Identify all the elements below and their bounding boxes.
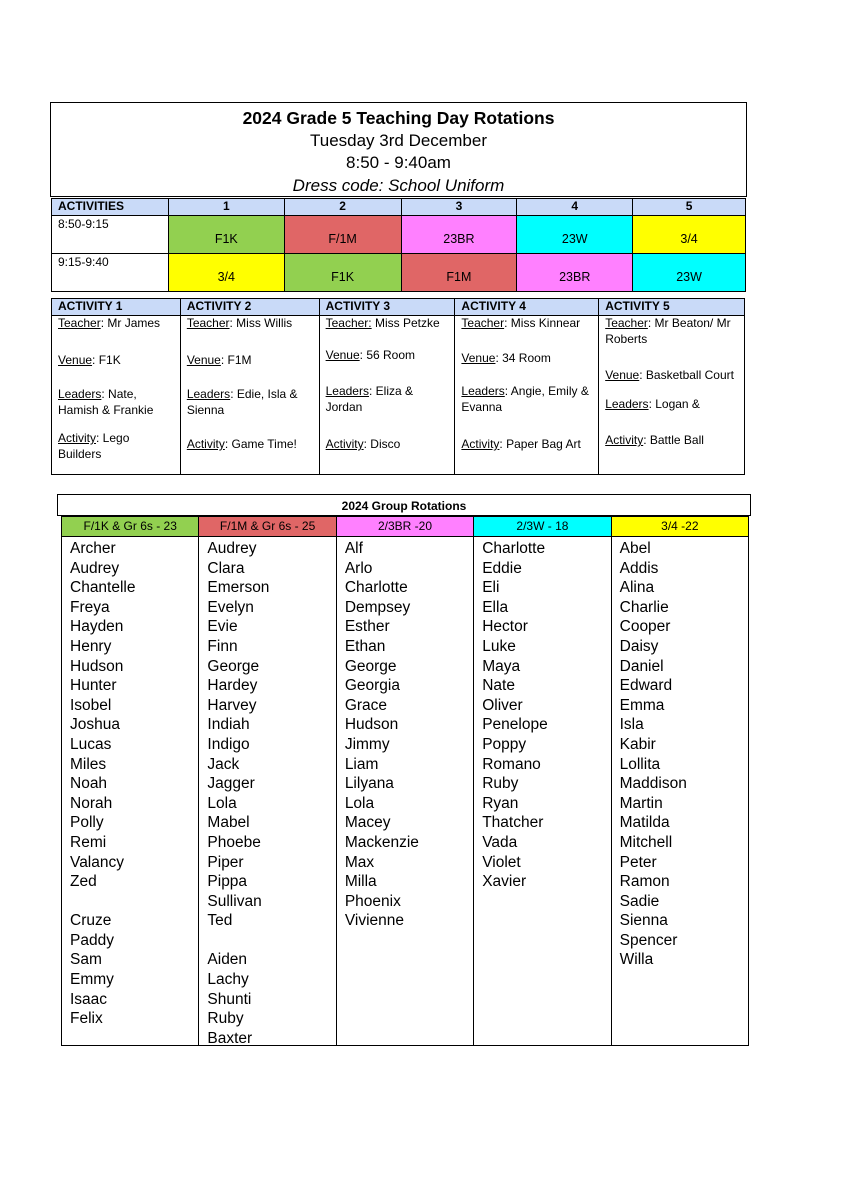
student-name: Mackenzie	[344, 833, 419, 851]
student-name: Charlie	[619, 598, 669, 616]
student-name: Aiden	[207, 951, 248, 969]
student-name: Ruby	[207, 1010, 244, 1028]
teacher-label: Teacher	[605, 316, 648, 330]
rotation-col-header: 5	[633, 199, 746, 216]
student-name: Baxter	[207, 1029, 253, 1047]
student-name: Lola	[344, 794, 375, 812]
activity-details	[319, 316, 455, 475]
venue-label: Venue	[325, 348, 360, 362]
group-header: 2/3BR -20	[337, 517, 473, 537]
student-name: Vivienne	[344, 912, 404, 930]
group-names-list	[62, 537, 198, 1029]
teacher-line	[58, 316, 174, 353]
student-name: Emmy	[70, 971, 114, 989]
teacher-line	[461, 316, 592, 351]
group-names-list	[612, 537, 748, 970]
activity-line	[187, 437, 313, 453]
student-name: Kabir	[619, 735, 656, 753]
activity-value: : Battle Ball	[643, 433, 704, 447]
student-name: Max	[344, 853, 375, 871]
rotation-cell: 3/4	[168, 254, 284, 292]
teacher-line	[605, 316, 738, 368]
student-name: Archer	[70, 540, 116, 557]
student-name: Macey	[344, 814, 391, 832]
student-name: Freya	[70, 598, 110, 616]
student-name: Chantelle	[70, 579, 136, 597]
rotation-cell: 23BR	[517, 254, 633, 292]
rotation-cell: 23BR	[401, 216, 517, 254]
venue-line	[58, 353, 174, 387]
activity-details	[599, 316, 745, 475]
teacher-line	[326, 316, 449, 348]
student-name: Ted	[207, 912, 233, 930]
student-name: Martin	[619, 794, 663, 812]
activity-header: ACTIVITY 2	[180, 299, 319, 316]
leaders-line	[326, 384, 449, 437]
group-column	[62, 517, 199, 1045]
student-name: Hector	[482, 618, 528, 636]
student-name: Zed	[70, 873, 97, 891]
teacher-value: : Miss Kinnear	[504, 316, 581, 330]
student-name: Indigo	[207, 735, 250, 753]
student-name: Hardey	[207, 677, 258, 695]
student-name: Remi	[70, 833, 107, 851]
student-name: Maya	[482, 657, 521, 675]
group-header: 3/4 -22	[612, 517, 748, 537]
activity-value: : Disco	[363, 437, 401, 451]
rotation-cell: F1K	[284, 254, 401, 292]
activity-header-row	[52, 299, 745, 316]
student-name: Georgia	[344, 677, 400, 695]
activity-line	[461, 437, 592, 453]
student-name: Phoenix	[344, 892, 401, 910]
rotation-cell: 23W	[633, 254, 746, 292]
leaders-value: : Angie, Emily & Evanna	[461, 384, 589, 414]
rotation-row	[52, 254, 746, 292]
teacher-value: : Miss Willis	[229, 316, 293, 330]
student-name: Sam	[70, 951, 102, 969]
activity-header: ACTIVITY 1	[52, 299, 181, 316]
group-column	[612, 517, 748, 1045]
student-name: Penelope	[482, 716, 548, 734]
leaders-label: Leaders	[461, 384, 505, 398]
student-name	[70, 892, 198, 912]
leaders-label: Leaders	[325, 384, 369, 398]
student-name: Thatcher	[482, 814, 544, 832]
leaders-line	[605, 397, 738, 433]
student-name: Vada	[482, 833, 518, 851]
leaders-value: : Eliza & Jordan	[325, 384, 413, 414]
leaders-line	[58, 387, 174, 431]
student-name: Evie	[207, 618, 238, 636]
venue-line	[605, 368, 738, 397]
student-name: Matilda	[619, 814, 670, 832]
activity-value: : Paper Bag Art	[499, 437, 581, 451]
student-name: Shunti	[207, 990, 252, 1008]
activity-header: ACTIVITY 5	[599, 299, 745, 316]
student-name: Cooper	[619, 618, 671, 636]
student-name: Ruby	[482, 775, 519, 793]
student-name: Harvey	[207, 696, 257, 714]
student-name: Lucas	[70, 735, 112, 753]
student-name: Evelyn	[207, 598, 254, 616]
student-name: Phoebe	[207, 833, 261, 851]
student-name: Esther	[344, 618, 390, 636]
student-name: Abel	[619, 540, 651, 557]
teacher-value: Miss Petzke	[371, 316, 440, 330]
rotation-cell: 3/4	[633, 216, 746, 254]
student-name: George	[344, 657, 397, 675]
rotation-table	[51, 198, 746, 292]
student-name: Joshua	[70, 716, 120, 734]
group-column	[474, 517, 611, 1045]
venue-value: : F1K	[92, 353, 121, 367]
teacher-value: : Mr Beaton/ Mr Roberts	[605, 316, 731, 346]
teacher-line	[187, 316, 313, 353]
student-name: Charlotte	[482, 540, 546, 557]
group-header: 2/3W - 18	[474, 517, 610, 537]
leaders-line	[187, 387, 313, 437]
student-name: Sullivan	[207, 892, 262, 910]
student-name: Sadie	[619, 892, 660, 910]
student-name: Piper	[207, 853, 244, 871]
group-names-list	[199, 537, 335, 1048]
leaders-label: Leaders	[58, 387, 102, 401]
student-name: Milla	[344, 873, 377, 891]
rotation-col-header: 3	[401, 199, 517, 216]
group-names-list	[474, 537, 610, 892]
activity-line	[605, 433, 738, 449]
student-name: Willa	[619, 951, 654, 969]
rotation-cell: F1K	[168, 216, 284, 254]
student-name: Miles	[70, 755, 107, 773]
student-name: Pippa	[207, 873, 248, 891]
activity-details	[52, 316, 181, 475]
rotation-col-header: ACTIVITIES	[52, 199, 169, 216]
student-name: Lola	[207, 794, 237, 812]
student-name: Audrey	[70, 559, 120, 577]
student-name: Jimmy	[344, 735, 390, 753]
student-name: Hayden	[70, 618, 124, 636]
student-name: Noah	[70, 775, 108, 793]
venue-label: Venue	[58, 353, 93, 367]
venue-value: : F1M	[220, 353, 252, 367]
student-name: Norah	[70, 794, 113, 812]
student-name: Maddison	[619, 775, 687, 793]
teacher-label: Teacher	[58, 316, 101, 330]
student-name: Hudson	[344, 716, 399, 734]
activity-header: ACTIVITY 4	[455, 299, 599, 316]
group-names-list	[337, 537, 473, 931]
teacher-label: Teacher	[186, 316, 230, 330]
student-name	[207, 931, 335, 951]
leaders-label: Leaders	[186, 387, 231, 401]
student-name: Xavier	[482, 873, 527, 891]
activity-details	[180, 316, 319, 475]
student-name: Ethan	[344, 637, 386, 655]
teacher-value: : Mr James	[100, 316, 161, 330]
student-name: Addis	[619, 559, 659, 577]
rotation-time: 9:15-9:40	[52, 254, 169, 292]
student-name: Cruze	[70, 912, 112, 930]
student-name: Mitchell	[619, 833, 673, 851]
activity-line	[326, 437, 449, 453]
group-rotations-table	[61, 516, 749, 1046]
rotation-cell: F/1M	[284, 216, 401, 254]
student-name: Nate	[482, 677, 515, 695]
student-name: Audrey	[207, 540, 257, 557]
teacher-label: Teacher	[461, 316, 505, 330]
venue-line	[187, 353, 313, 387]
time-line: 8:50 - 9:40am	[346, 153, 451, 172]
group-header: F/1M & Gr 6s - 25	[199, 517, 335, 537]
rotation-col-header: 4	[517, 199, 633, 216]
student-name: Daisy	[619, 637, 659, 655]
student-name: Liam	[344, 755, 379, 773]
student-name: Spencer	[619, 931, 678, 949]
venue-label: Venue	[186, 353, 221, 367]
student-name: Ella	[482, 598, 509, 616]
student-name: Poppy	[482, 735, 527, 753]
page-title: 2024 Grade 5 Teaching Day Rotations	[242, 108, 555, 128]
venue-value: : 56 Room	[359, 348, 416, 362]
student-name: Arlo	[344, 559, 373, 577]
dress-code-line: Dress code: School Uniform	[292, 175, 505, 195]
student-name: Emerson	[207, 579, 270, 597]
student-name: Ramon	[619, 873, 670, 891]
student-name: Violet	[482, 853, 521, 871]
group-header: F/1K & Gr 6s - 23	[62, 517, 198, 537]
student-name: Isla	[619, 716, 644, 734]
student-name: Lachy	[207, 971, 249, 989]
venue-value: : 34 Room	[495, 351, 551, 365]
student-name: Polly	[70, 814, 104, 832]
student-name: Oliver	[482, 696, 523, 714]
student-name: Lollita	[619, 755, 661, 773]
student-name: Paddy	[70, 931, 114, 949]
leaders-line	[461, 384, 592, 437]
activity-label: Activity	[605, 433, 644, 447]
venue-line	[326, 348, 449, 384]
student-name: Sienna	[619, 912, 668, 930]
venue-label: Venue	[461, 351, 496, 365]
student-name: Peter	[619, 853, 657, 871]
student-name: Jack	[207, 755, 240, 773]
venue-label: Venue	[605, 368, 640, 382]
date-line: Tuesday 3rd December	[309, 130, 487, 150]
leaders-value: : Nate, Hamish & Frankie	[58, 387, 154, 417]
rotation-row	[52, 216, 746, 254]
student-name: Hunter	[70, 677, 117, 695]
student-name: Ryan	[482, 794, 519, 812]
venue-line	[461, 351, 592, 384]
teacher-label: Teacher:	[325, 316, 372, 330]
activity-value: : Game Time!	[224, 437, 297, 451]
student-name: Alf	[344, 540, 363, 557]
leaders-value: : Edie, Isla & Sienna	[186, 387, 298, 417]
student-name: Clara	[207, 559, 245, 577]
activity-label: Activity	[58, 431, 97, 445]
student-name: Indiah	[207, 716, 250, 734]
student-name: Charlotte	[344, 579, 408, 597]
group-rotations-title: 2024 Group Rotations	[57, 494, 751, 516]
student-name: Edward	[619, 677, 673, 695]
student-name: Grace	[344, 696, 388, 714]
activity-details-row	[52, 316, 745, 475]
activity-header: ACTIVITY 3	[319, 299, 455, 316]
student-name: George	[207, 657, 260, 675]
student-name: Henry	[70, 637, 112, 655]
leaders-value: : Logan &	[648, 397, 700, 411]
student-name: Finn	[207, 637, 238, 655]
student-name: Mabel	[207, 814, 250, 832]
activity-details-table	[51, 298, 745, 475]
student-name: Isaac	[70, 990, 108, 1008]
student-name: Valancy	[70, 853, 124, 871]
group-column	[199, 517, 336, 1045]
rotation-cell: F1M	[401, 254, 517, 292]
activity-value: : Lego Builders	[58, 431, 130, 461]
activity-line	[58, 431, 174, 462]
rotation-cell: 23W	[517, 216, 633, 254]
activity-details	[455, 316, 599, 475]
student-name: Emma	[619, 696, 665, 714]
rotation-time: 8:50-9:15	[52, 216, 169, 254]
rotation-col-header: 1	[168, 199, 284, 216]
student-name: Dempsey	[344, 598, 411, 616]
student-name: Eddie	[482, 559, 522, 577]
title-box	[50, 102, 747, 197]
rotation-header-row	[52, 199, 746, 216]
venue-value: : Basketball Court	[639, 368, 734, 382]
student-name: Daniel	[619, 657, 664, 675]
student-name: Jagger	[207, 775, 255, 793]
student-name: Alina	[619, 579, 655, 597]
leaders-label: Leaders	[605, 397, 649, 411]
activity-label: Activity	[186, 437, 225, 451]
activity-label: Activity	[325, 437, 364, 451]
student-name: Lilyana	[344, 775, 394, 793]
rotation-col-header: 2	[284, 199, 401, 216]
student-name: Romano	[482, 755, 541, 773]
student-name: Felix	[70, 1010, 103, 1028]
student-name: Luke	[482, 637, 516, 655]
student-name: Isobel	[70, 696, 112, 714]
student-name: Eli	[482, 579, 500, 597]
student-name: Hudson	[70, 657, 124, 675]
group-column	[337, 517, 474, 1045]
activity-label: Activity	[461, 437, 500, 451]
